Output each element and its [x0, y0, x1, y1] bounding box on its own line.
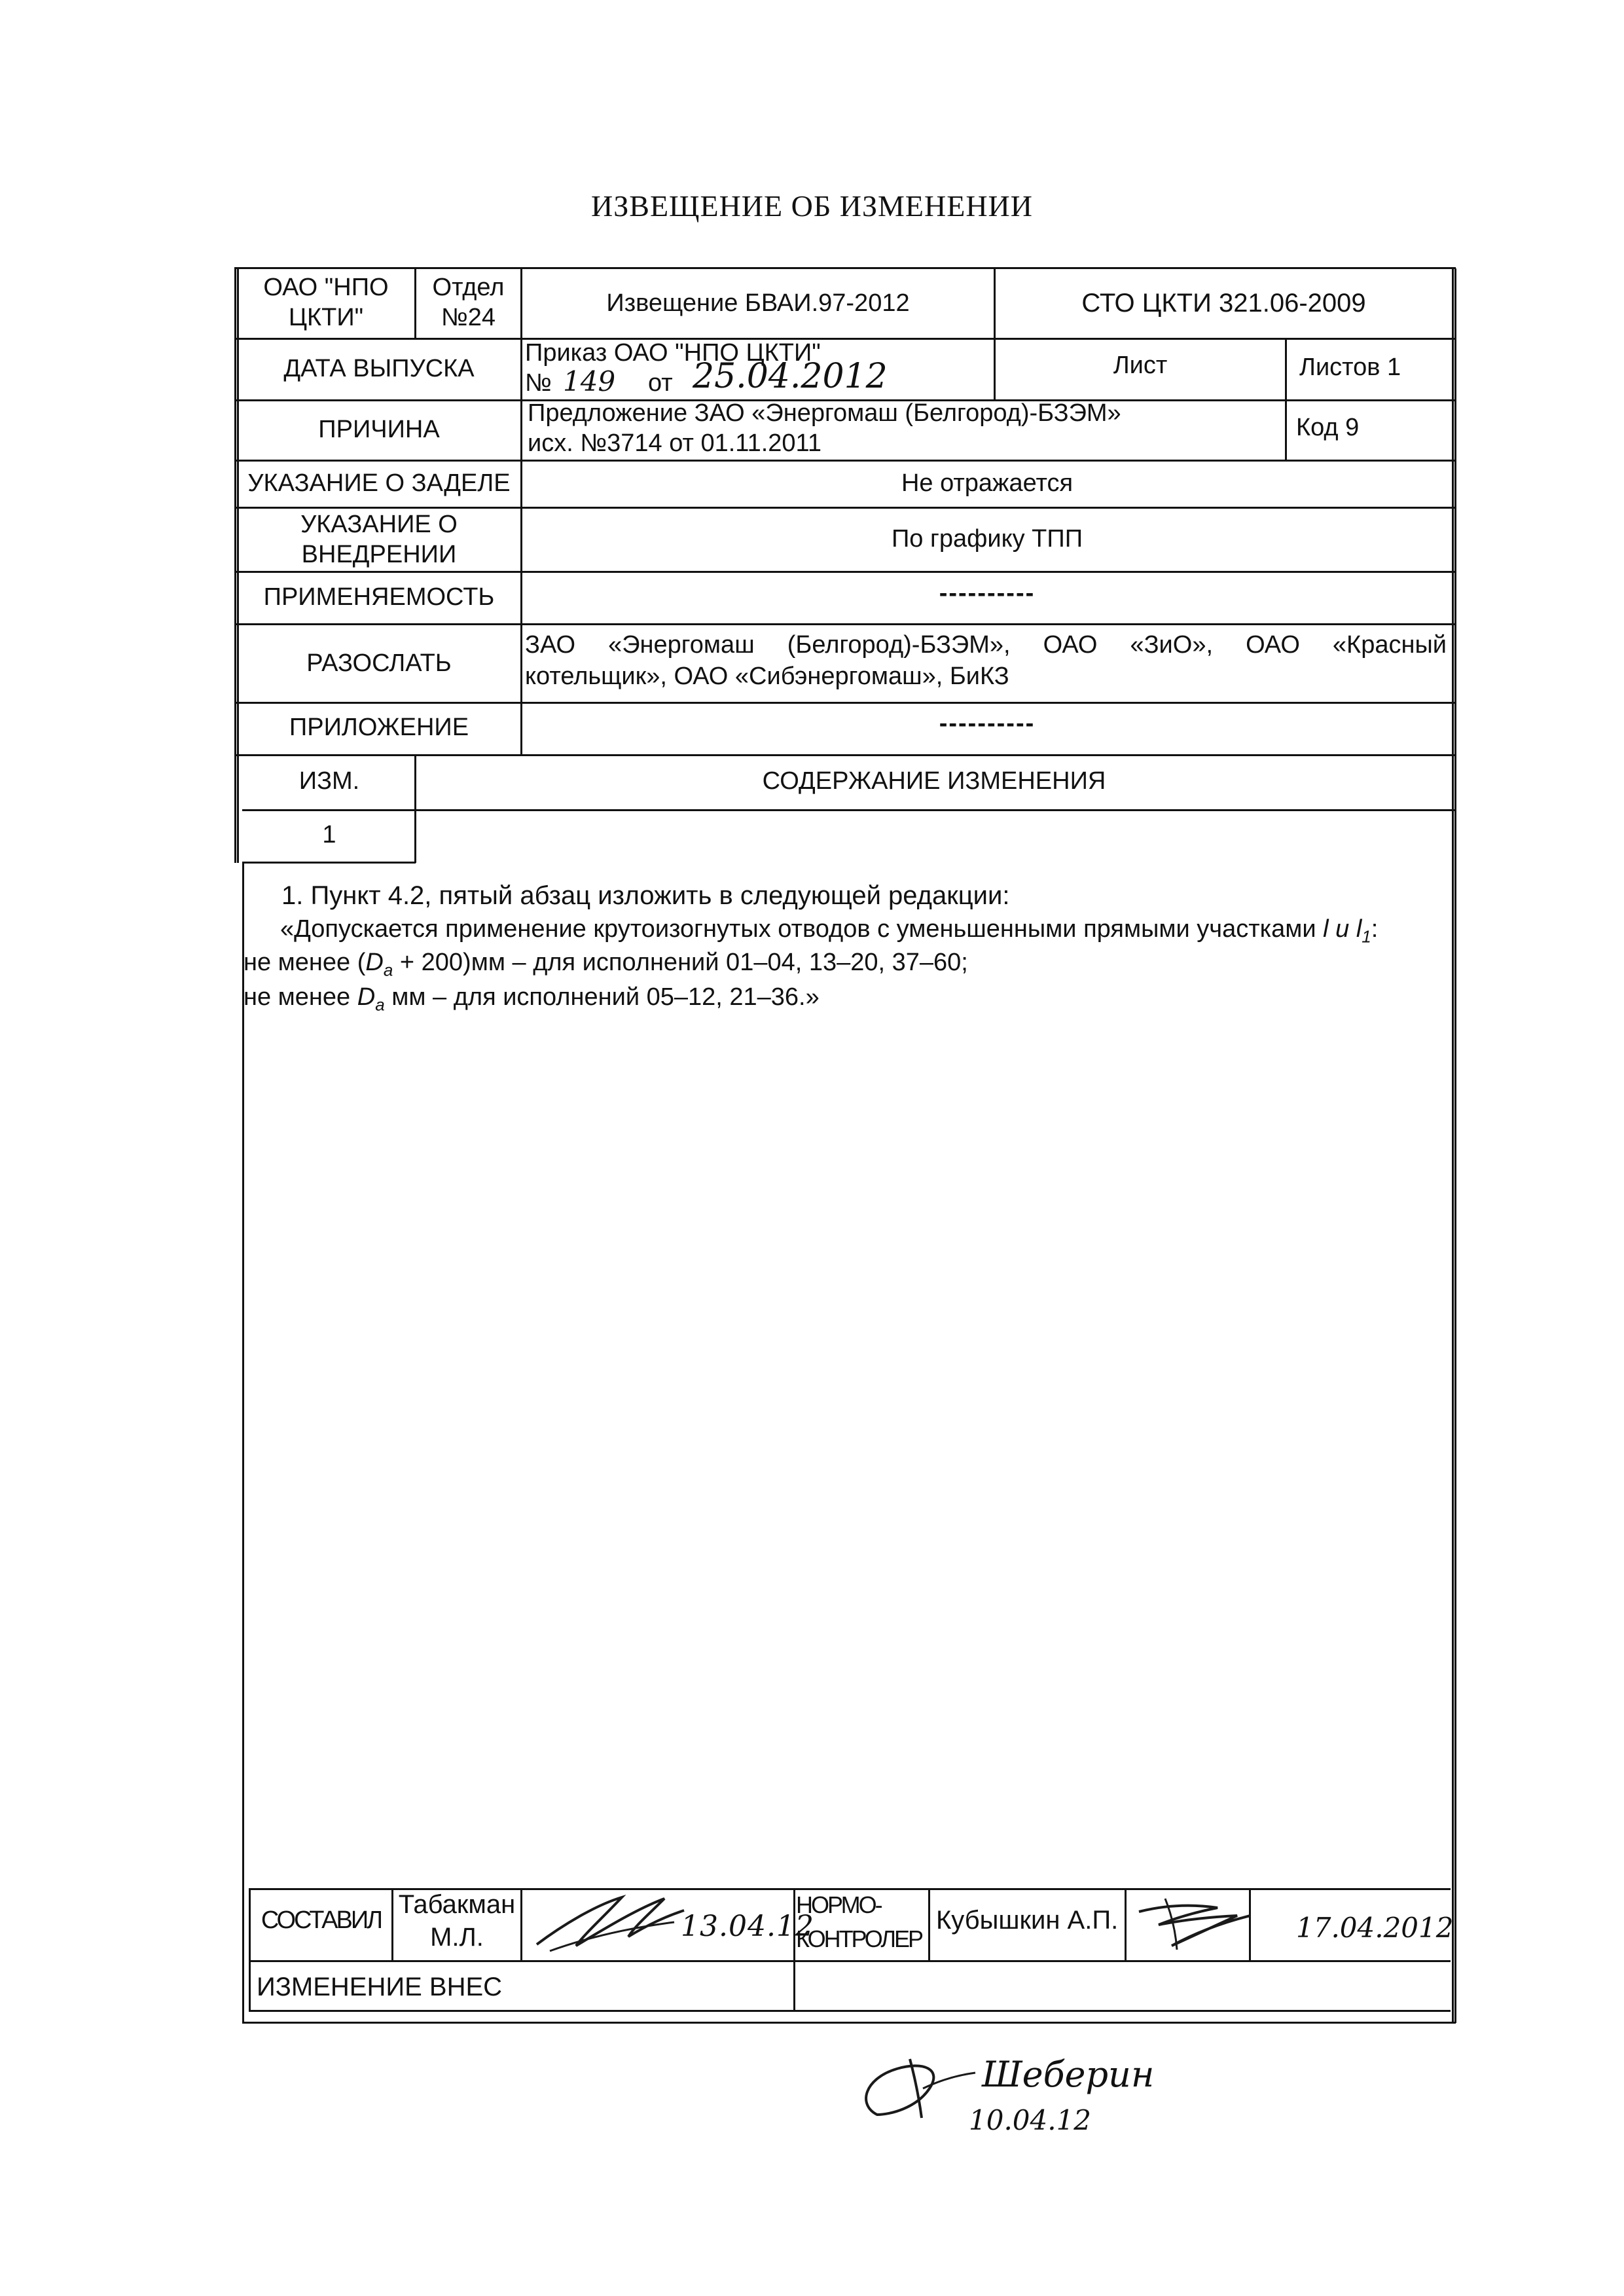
- distribution-line-1: ЗАО «Энергомаш (Белгород)-БЗЭМ», ОАО «ЗиО», ОАО «Красный: [525, 631, 1447, 659]
- change-number: 1: [322, 821, 336, 848]
- change-text-line-2: «Допускается применение крутоизогнутых отводов с уменьшенными прямыми участками l и $l_1$:: [280, 915, 1379, 947]
- order-date-handwritten: 25.04.2012: [693, 357, 888, 396]
- change-number-header: ИЗМ.: [298, 767, 360, 795]
- norm-controller-date: 17.04.2012: [1296, 1912, 1454, 1944]
- document-title: ИЗВЕЩЕНИЕ ОБ ИЗМЕНЕНИИ: [591, 189, 1033, 223]
- norm-controller-signature: [1119, 1886, 1263, 1958]
- approval-date: 10.04.12: [969, 2104, 1092, 2136]
- change-text-line-3: не менее $(D_a + 200)мм$ – для исполнений 01–04, 13–20, 37–60;: [244, 949, 968, 980]
- distribution-line-2: котельщик», ОАО «Сибэнергомаш», БиКЗ: [525, 663, 1009, 690]
- order-number-handwritten: 149: [563, 365, 616, 397]
- compiled-date: 13.04.12: [681, 1910, 814, 1943]
- applicability-label: ПРИМЕНЯЕМОСТЬ: [263, 583, 495, 611]
- approval-name: Шеберин: [982, 2054, 1155, 2095]
- norm-controller-name: Кубышкин А.П.: [936, 1906, 1119, 1935]
- sheet-label: Лист: [1113, 352, 1168, 379]
- implementation-label: УКАЗАНИЕ О ВНЕДРЕНИИ: [300, 511, 458, 568]
- compiled-by-name: Табакман М.Л.: [398, 1890, 516, 1952]
- backlog-label: УКАЗАНИЕ О ЗАДЕЛЕ: [247, 469, 511, 497]
- change-text-line-4: не менее $D_a$ мм – для исполнений 05–12, 21–36.»: [244, 983, 820, 1015]
- attachment-label: ПРИЛОЖЕНИЕ: [289, 714, 469, 741]
- reason-text: Предложение ЗАО «Энергомаш (Белгород)-БЗЭМ» исх. №3714 от 01.11.2011: [528, 399, 1121, 457]
- norm-controller-label: НОРМО- КОНТРОЛЕР: [796, 1891, 922, 1952]
- distribution-label: РАЗОСЛАТЬ: [306, 649, 452, 677]
- notice-number: Извещение БВАИ.97-2012: [606, 289, 910, 317]
- change-content-header: СОДЕРЖАНИЕ ИЗМЕНЕНИЯ: [762, 767, 1106, 795]
- compiled-by-label: СОСТАВИЛ: [261, 1906, 382, 1934]
- attachment-value: ----------: [939, 710, 1036, 737]
- made-change-label: ИЗМЕНЕНИЕ ВНЕС: [257, 1973, 503, 2001]
- backlog-value: Не отражается: [901, 469, 1074, 497]
- issue-date-label: ДАТА ВЫПУСКА: [283, 355, 475, 382]
- change-text-line-1: 1. Пункт 4.2, пятый абзац изложить в следующей редакции:: [281, 881, 1010, 910]
- approval-signature: [851, 2049, 982, 2128]
- organization-name: ОАО "НПО ЦКТИ": [263, 274, 389, 331]
- standard-number: СТО ЦКТИ 321.06-2009: [1081, 289, 1366, 318]
- sheets-count: Листов 1: [1299, 354, 1401, 381]
- reason-label: ПРИЧИНА: [318, 416, 440, 443]
- compiled-by-signature: [524, 1886, 694, 1958]
- reason-code: Код 9: [1296, 414, 1360, 441]
- applicability-value: ----------: [939, 579, 1036, 607]
- implementation-value: По графику ТПП: [891, 525, 1083, 553]
- order-reference: Приказ ОАО "НПО ЦКТИ" № 149 от 25.04.2012: [525, 339, 888, 397]
- department: Отдел №24: [432, 274, 505, 331]
